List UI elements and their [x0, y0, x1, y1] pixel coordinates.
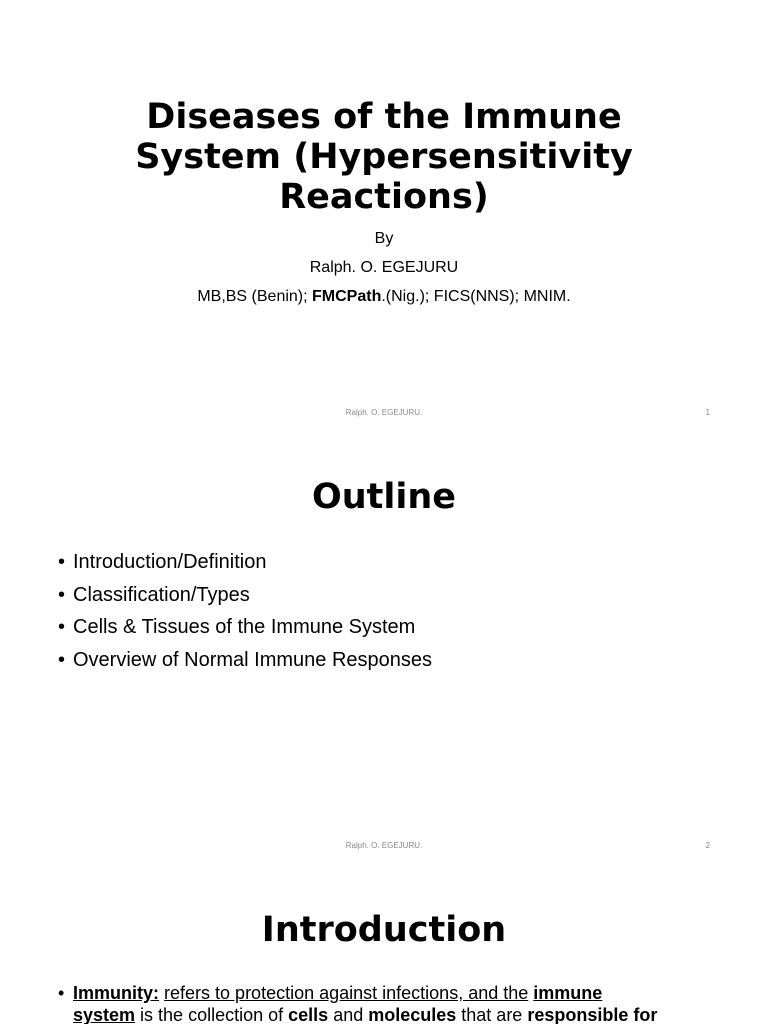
author-name: Ralph. O. EGEJURU — [309, 259, 459, 276]
intro-line-1 — [58, 982, 708, 1004]
slide-3-title: Introduction — [261, 910, 507, 950]
by-label: By — [374, 230, 394, 247]
definition-text: refers to protection against infections, and the — [164, 983, 529, 1003]
body-text: and — [328, 1005, 369, 1024]
list-item-text: Classification/Types — [73, 583, 250, 606]
slide-2 — [0, 433, 768, 866]
list-item — [58, 611, 718, 644]
intro-line-2 — [58, 1004, 708, 1024]
intro-paragraph — [58, 982, 708, 1024]
bullet-icon: • — [58, 648, 66, 671]
title-line: System (Hypersensitivity — [135, 137, 633, 177]
slide-2-title: Outline — [311, 477, 457, 517]
term-immunity: Immunity: — [73, 983, 160, 1003]
term-responsible: responsible for — [527, 1005, 658, 1024]
credentials-bold: FMCPath — [312, 288, 382, 305]
list-item — [58, 579, 718, 612]
body-text: that are — [456, 1005, 528, 1024]
list-item-text: Introduction/Definition — [73, 551, 267, 573]
slide-number: 2 — [705, 841, 710, 850]
term-cells: cells — [288, 1005, 329, 1024]
bullet-icon: • — [58, 583, 66, 606]
title-line: Diseases of the Immune — [146, 97, 622, 137]
slide-1 — [0, 0, 768, 433]
credentials-part: MB,BS (Benin); — [197, 288, 313, 305]
slide-footer: Ralph. O. EGEJURU. — [345, 408, 423, 417]
bullet-icon: • — [58, 616, 66, 638]
slide-footer: Ralph. O. EGEJURU. — [345, 841, 423, 850]
slide-3 — [0, 866, 768, 1024]
list-item-text: Overview of Normal Immune Responses — [73, 648, 433, 671]
list-item — [58, 644, 718, 677]
bullet-icon: • — [58, 551, 66, 573]
term-immune: immune — [533, 983, 603, 1003]
slide-number: 1 — [705, 408, 710, 417]
credentials-part: .(Nig.); FICS(NNS); MNIM. — [381, 288, 571, 305]
outline-list — [58, 546, 718, 676]
list-item-text: Cells & Tissues of the Immune System — [73, 616, 416, 638]
author-credentials — [60, 288, 708, 306]
title-line: Reactions) — [279, 177, 489, 217]
term-system: system — [73, 1005, 136, 1024]
bullet-icon: • — [58, 983, 65, 1003]
body-text: is the collection of — [135, 1005, 289, 1024]
slide-1-title — [60, 97, 708, 217]
list-item — [58, 546, 718, 579]
term-molecules: molecules — [368, 1005, 457, 1024]
